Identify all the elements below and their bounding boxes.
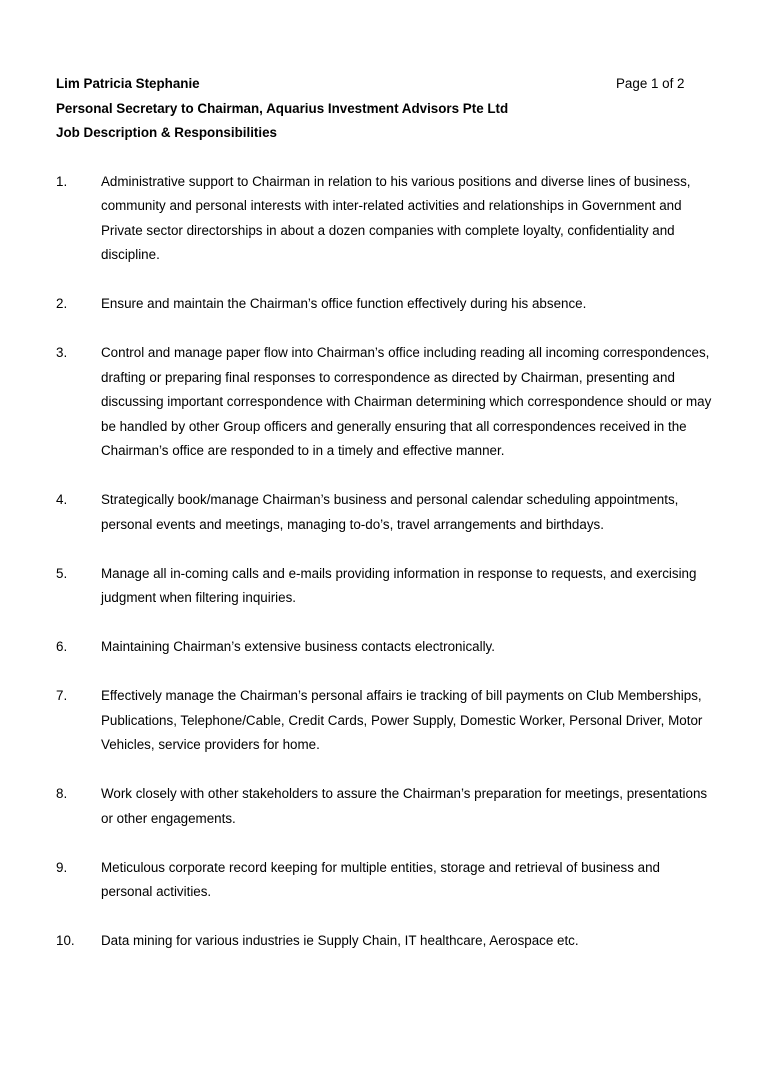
list-item — [56, 292, 712, 317]
item-text: Administrative support to Chairman in relation to his various positions and diverse lines of business, community and personal interests with inter-related activities and relationships in Government and Private sector directorships in about a dozen companies with complete loyalty, confidentiality and discipline. — [101, 173, 691, 262]
item-text: Meticulous corporate record keeping for multiple entities, storage and retrieval of business and personal activities. — [101, 859, 660, 899]
item-number: 3. — [56, 345, 68, 360]
item-text: Manage all in-coming calls and e-mails providing information in response to requests, and exercising judgment when filtering inquiries. — [101, 565, 697, 605]
list-item — [56, 684, 712, 758]
list-item — [56, 782, 712, 831]
item-number: 1. — [56, 173, 68, 189]
list-item — [56, 856, 712, 905]
item-number: 8. — [56, 786, 68, 801]
item-number: 10. — [56, 933, 75, 948]
list-item — [56, 488, 712, 537]
item-text: Control and manage paper flow into Chairman’s office including reading all incoming correspondences, drafting or preparing final responses to correspondence as directed by Chairman, presenting and discussing important correspondence with Chairman determining which correspondence should or may be handled by other Group officers and generally ensuring that all correspondences received in the Chairman’s office are responded to in a timely and effective manner. — [101, 345, 712, 458]
item-text: Data mining for various industries ie Supply Chain, IT healthcare, Aerospace etc. — [101, 933, 579, 948]
header-row — [56, 72, 712, 97]
list-item — [56, 635, 712, 660]
page-number: Page 1 of 2 — [616, 76, 685, 91]
item-number: 2. — [56, 296, 68, 311]
item-text: Maintaining Chairman’s extensive business contacts electronically. — [101, 639, 495, 654]
position-title: Personal Secretary to Chairman, Aquarius Investment Advisors Pte Ltd — [56, 100, 509, 116]
item-text: Ensure and maintain the Chairman’s office function effectively during his absence. — [101, 296, 587, 311]
list-item — [56, 170, 712, 268]
list-item — [56, 929, 712, 954]
item-number: 4. — [56, 492, 68, 507]
list-item — [56, 341, 712, 464]
list-item — [56, 562, 712, 611]
section-title: Job Description & Responsibilities — [56, 125, 277, 140]
item-text: Strategically book/manage Chairman’s business and personal calendar scheduling appointments, personal events and meetings, managing to-do’s, travel arrangements and birthdays. — [101, 492, 679, 532]
responsibilities-list — [56, 170, 712, 954]
item-text: Work closely with other stakeholders to assure the Chairman’s preparation for meetings, presentations or other engagements. — [101, 786, 708, 826]
item-number: 9. — [56, 859, 68, 875]
item-number: 5. — [56, 565, 68, 581]
person-name: Lim Patricia Stephanie — [56, 76, 200, 91]
item-number: 6. — [56, 639, 68, 654]
item-number: 7. — [56, 688, 68, 703]
item-text: Effectively manage the Chairman’s personal affairs ie tracking of bill payments on Club Memberships, Publications, Telephone/Cable, Credit Cards, Power Supply, Domestic Worker, Personal Driver, Motor Vehicles, service providers for home. — [101, 688, 703, 752]
